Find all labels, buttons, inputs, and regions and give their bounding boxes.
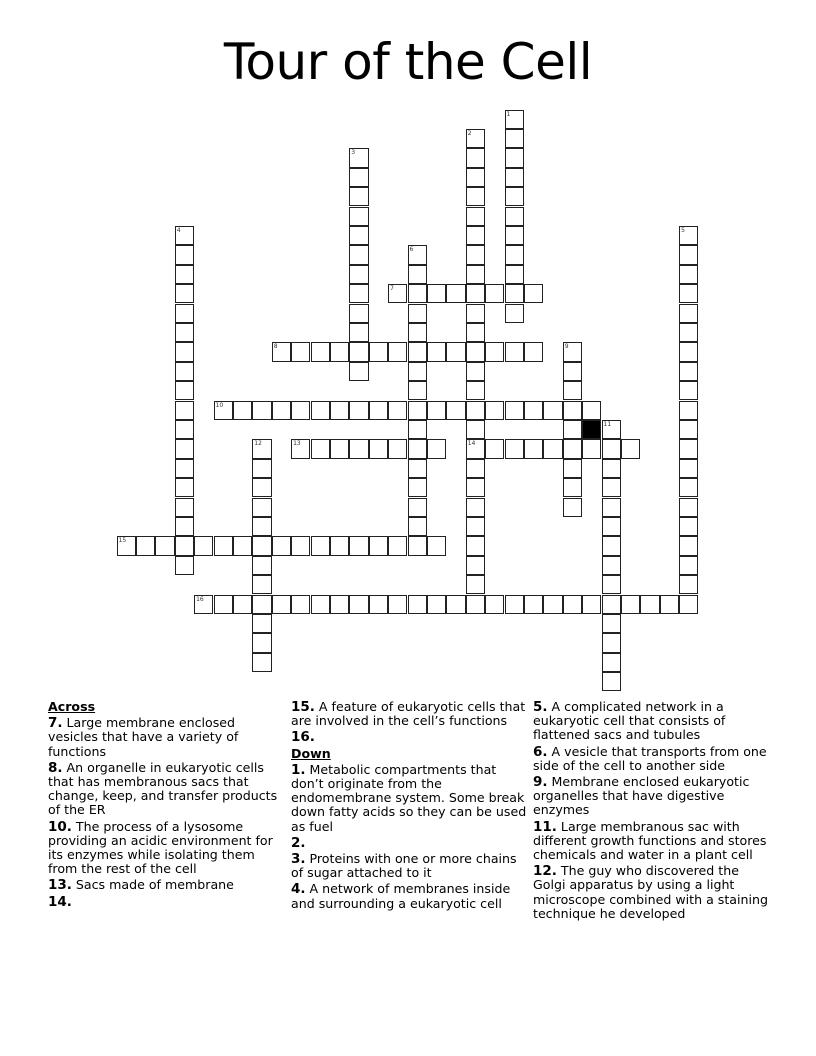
grid-cell[interactable] — [466, 245, 485, 264]
cell-number: 5 — [681, 226, 685, 234]
grid-cell[interactable] — [175, 536, 194, 555]
grid-cell[interactable] — [330, 536, 349, 555]
grid-cell[interactable] — [175, 478, 194, 497]
grid-cell[interactable] — [679, 595, 698, 614]
grid-cell[interactable] — [602, 633, 621, 652]
grid-cell[interactable] — [563, 381, 582, 400]
grid-cell[interactable] — [621, 595, 640, 614]
clue-number: 8. — [48, 759, 63, 776]
grid-cell[interactable] — [466, 459, 485, 478]
grid-cell[interactable] — [602, 459, 621, 478]
grid-cell[interactable] — [175, 498, 194, 517]
clue-text: Membrane enclosed eukaryotic organelles that have digestive enzymes — [533, 774, 750, 818]
grid-cell[interactable] — [194, 595, 213, 614]
grid-cell[interactable] — [349, 187, 368, 206]
grid-cell[interactable] — [291, 595, 310, 614]
grid-cell[interactable] — [252, 401, 271, 420]
grid-cell[interactable] — [446, 401, 465, 420]
grid-cell[interactable] — [369, 536, 388, 555]
grid-cell[interactable] — [563, 459, 582, 478]
grid-cell[interactable] — [563, 595, 582, 614]
grid-cell[interactable] — [446, 595, 465, 614]
grid-cell[interactable] — [524, 342, 543, 361]
grid-cell[interactable] — [466, 595, 485, 614]
grid-cell[interactable] — [563, 478, 582, 497]
grid-cell[interactable] — [175, 420, 194, 439]
grid-cell[interactable] — [582, 595, 601, 614]
grid-cell[interactable] — [679, 498, 698, 517]
cell-number: 7 — [390, 285, 394, 293]
grid-cell[interactable] — [602, 556, 621, 575]
grid-cell[interactable] — [388, 342, 407, 361]
grid-cell[interactable] — [408, 304, 427, 323]
grid-cell[interactable] — [466, 439, 485, 458]
clue-text: Proteins with one or more chains of sugar attached to it — [291, 851, 517, 881]
grid-cell[interactable] — [466, 284, 485, 303]
clue-number: 12. — [533, 863, 557, 880]
grid-cell[interactable] — [505, 439, 524, 458]
grid-cell[interactable] — [563, 420, 582, 439]
cell-number: 2 — [467, 129, 472, 137]
grid-cell[interactable] — [679, 536, 698, 555]
clue-across-14 — [48, 895, 280, 909]
grid-cell[interactable] — [408, 284, 427, 303]
grid-cell[interactable] — [408, 323, 427, 342]
grid-cell[interactable] — [679, 420, 698, 439]
clue-number: 11. — [533, 818, 557, 835]
grid-cell[interactable] — [679, 575, 698, 594]
clue-text: Large membranous sac with different growth functions and stores chemicals and water in a plant cell — [533, 818, 767, 863]
grid-cell[interactable] — [466, 168, 485, 187]
grid-cell[interactable] — [311, 401, 330, 420]
grid-cell[interactable] — [175, 381, 194, 400]
grid-cell[interactable] — [427, 284, 446, 303]
grid-cell[interactable] — [602, 653, 621, 672]
puzzle-title: Tour of the Cell — [223, 33, 593, 91]
grid-cell[interactable] — [291, 536, 310, 555]
grid-cell[interactable] — [466, 478, 485, 497]
grid-cell[interactable] — [679, 245, 698, 264]
grid-cell[interactable] — [330, 439, 349, 458]
grid-cell[interactable] — [679, 265, 698, 284]
grid-cell[interactable] — [485, 342, 504, 361]
grid-cell[interactable] — [466, 342, 485, 361]
clue-across-16 — [291, 730, 529, 744]
clue-text: The process of a lysosome providing an acidic environment for its enzymes while isolating them from the rest of the cell — [48, 818, 273, 877]
grid-cell[interactable] — [466, 498, 485, 517]
clues-column-3 — [533, 700, 773, 923]
across-heading: Across — [48, 699, 96, 714]
grid-cell[interactable] — [466, 575, 485, 594]
cell-number: 15 — [118, 537, 127, 545]
grid-cell[interactable] — [408, 265, 427, 284]
clue-down-9 — [533, 775, 773, 818]
grid-cell[interactable] — [175, 323, 194, 342]
grid-cell[interactable] — [563, 342, 582, 361]
cell-number: 1 — [506, 110, 511, 118]
grid-cell[interactable] — [446, 342, 465, 361]
clue-number: 5. — [533, 699, 548, 715]
grid-cell[interactable] — [408, 536, 427, 555]
grid-cell[interactable] — [679, 401, 698, 420]
grid-cell[interactable] — [427, 401, 446, 420]
grid-cell[interactable] — [505, 187, 524, 206]
clue-down-5 — [533, 700, 773, 743]
grid-cell[interactable] — [466, 304, 485, 323]
clue-across-8 — [48, 761, 280, 818]
grid-cell[interactable] — [388, 401, 407, 420]
grid-cell[interactable] — [505, 245, 524, 264]
grid-cell[interactable] — [272, 536, 291, 555]
grid-cell[interactable] — [330, 342, 349, 361]
clue-number: 6. — [533, 743, 548, 760]
clue-text: An organelle in eukaryotic cells that has membranous sacs that change, keep, and transfer products of the ER — [48, 759, 278, 818]
grid-cell[interactable] — [175, 517, 194, 536]
grid-cell[interactable] — [252, 459, 271, 478]
grid-cell[interactable] — [311, 595, 330, 614]
grid-cell[interactable] — [369, 401, 388, 420]
clue-text: A vesicle that transports from one side of the cell to another side — [533, 743, 767, 773]
grid-cell[interactable] — [466, 265, 485, 284]
grid-cell[interactable] — [252, 556, 271, 575]
grid-cell[interactable] — [252, 439, 271, 458]
grid-cell[interactable] — [349, 226, 368, 245]
grid-cell[interactable] — [233, 401, 252, 420]
clue-number: 1. — [291, 761, 306, 778]
grid-cell[interactable] — [175, 362, 194, 381]
grid-cell[interactable] — [349, 342, 368, 361]
grid-cell[interactable] — [155, 536, 174, 555]
grid-cell[interactable] — [408, 595, 427, 614]
grid-cell[interactable] — [505, 284, 524, 303]
clue-text: Large membrane enclosed vesicles that have a variety of functions — [48, 715, 239, 759]
grid-cell[interactable] — [175, 459, 194, 478]
black-cell — [582, 420, 601, 439]
grid-cell[interactable] — [466, 381, 485, 400]
grid-cell[interactable] — [563, 401, 582, 420]
cell-number: 16 — [196, 595, 204, 603]
clues-column-1 — [48, 700, 280, 911]
grid-cell[interactable] — [602, 478, 621, 497]
clue-number: 3. — [291, 851, 306, 868]
clue-number: 13. — [48, 877, 72, 894]
grid-cell[interactable] — [175, 245, 194, 264]
grid-cell[interactable] — [349, 245, 368, 264]
clue-down-11 — [533, 820, 773, 863]
grid-cell[interactable] — [466, 517, 485, 536]
grid-cell[interactable] — [582, 439, 601, 458]
cell-number: 10 — [215, 401, 224, 409]
clue-text: A network of membranes inside and surrounding a eukaryotic cell — [291, 881, 511, 911]
grid-cell[interactable] — [505, 595, 524, 614]
grid-cell[interactable] — [175, 401, 194, 420]
grid-cell[interactable] — [602, 595, 621, 614]
grid-cell[interactable] — [466, 129, 485, 148]
grid-cell[interactable] — [408, 381, 427, 400]
clue-text: Sacs made of membrane — [71, 877, 234, 893]
grid-cell[interactable] — [136, 536, 155, 555]
clue-across-7 — [48, 716, 280, 759]
grid-cell[interactable] — [175, 304, 194, 323]
grid-cell[interactable] — [291, 439, 310, 458]
grid-cell[interactable] — [214, 401, 233, 420]
grid-cell[interactable] — [485, 595, 504, 614]
grid-cell[interactable] — [505, 148, 524, 167]
clue-down-1 — [291, 763, 529, 834]
clue-number: 16. — [291, 729, 315, 746]
grid-cell[interactable] — [233, 595, 252, 614]
grid-cell[interactable] — [466, 207, 485, 226]
grid-cell[interactable] — [369, 439, 388, 458]
grid-cell[interactable] — [214, 595, 233, 614]
grid-cell[interactable] — [388, 536, 407, 555]
grid-cell[interactable] — [175, 226, 194, 245]
grid-cell[interactable] — [252, 633, 271, 652]
clue-down-6 — [533, 745, 773, 773]
grid-cell[interactable] — [349, 265, 368, 284]
grid-cell[interactable] — [485, 401, 504, 420]
grid-cell[interactable] — [466, 401, 485, 420]
grid-cell[interactable] — [349, 536, 368, 555]
clue-down-2 — [291, 836, 529, 850]
grid-cell[interactable] — [505, 265, 524, 284]
grid-cell[interactable] — [349, 401, 368, 420]
clues-column-2 — [291, 700, 529, 913]
grid-cell[interactable] — [175, 265, 194, 284]
crossword-grid — [117, 110, 717, 710]
grid-cell[interactable] — [311, 536, 330, 555]
grid-cell[interactable] — [408, 401, 427, 420]
grid-cell[interactable] — [679, 226, 698, 245]
grid-cell[interactable] — [563, 362, 582, 381]
cell-number: 8 — [273, 343, 278, 351]
grid-cell[interactable] — [291, 342, 310, 361]
grid-cell[interactable] — [291, 401, 310, 420]
clue-text: A complicated network in a eukaryotic cell that consists of flattened sacs and tubules — [533, 699, 726, 743]
grid-cell[interactable] — [679, 439, 698, 458]
grid-cell[interactable] — [427, 595, 446, 614]
grid-cell[interactable] — [563, 439, 582, 458]
clue-number: 10. — [48, 818, 72, 835]
grid-cell[interactable] — [349, 439, 368, 458]
cell-number: 12 — [254, 440, 262, 448]
grid-cell[interactable] — [349, 595, 368, 614]
cell-number: 13 — [293, 440, 301, 448]
grid-cell[interactable] — [408, 459, 427, 478]
clue-across-13 — [48, 878, 280, 892]
grid-cell[interactable] — [524, 595, 543, 614]
clue-across-15 — [291, 700, 529, 728]
grid-cell[interactable] — [349, 207, 368, 226]
grid-cell[interactable] — [175, 342, 194, 361]
grid-cell[interactable] — [252, 575, 271, 594]
grid-cell[interactable] — [252, 595, 271, 614]
grid-cell[interactable] — [252, 478, 271, 497]
grid-cell[interactable] — [621, 439, 640, 458]
grid-cell[interactable] — [408, 362, 427, 381]
grid-cell[interactable] — [679, 323, 698, 342]
grid-cell[interactable] — [679, 284, 698, 303]
clue-number: 14. — [48, 893, 72, 910]
grid-cell[interactable] — [408, 439, 427, 458]
clue-text: A feature of eukaryotic cells that are involved in the cell’s functions — [291, 699, 526, 729]
grid-cell[interactable] — [388, 439, 407, 458]
grid-cell[interactable] — [679, 362, 698, 381]
clue-text: The guy who discovered the Golgi apparatus by using a light microscope combined with a staining technique he developed — [533, 863, 768, 921]
cell-number: 6 — [409, 246, 414, 254]
grid-cell[interactable] — [388, 595, 407, 614]
grid-cell[interactable] — [660, 595, 679, 614]
grid-cell[interactable] — [505, 110, 524, 129]
clue-number: 7. — [48, 715, 63, 732]
grid-cell[interactable] — [466, 226, 485, 245]
grid-cell[interactable] — [117, 536, 136, 555]
grid-cell[interactable] — [408, 342, 427, 361]
grid-cell[interactable] — [466, 362, 485, 381]
grid-cell[interactable] — [466, 556, 485, 575]
grid-cell[interactable] — [272, 595, 291, 614]
clue-down-12 — [533, 864, 773, 921]
grid-cell[interactable] — [505, 207, 524, 226]
grid-cell[interactable] — [543, 401, 562, 420]
grid-cell[interactable] — [466, 187, 485, 206]
grid-cell[interactable] — [272, 401, 291, 420]
grid-cell[interactable] — [679, 342, 698, 361]
grid-cell[interactable] — [602, 439, 621, 458]
grid-cell[interactable] — [466, 536, 485, 555]
grid-cell[interactable] — [252, 653, 271, 672]
grid-cell[interactable] — [563, 498, 582, 517]
grid-cell[interactable] — [679, 381, 698, 400]
clue-number: 4. — [291, 881, 306, 898]
clue-number: 15. — [291, 699, 315, 715]
grid-cell[interactable] — [214, 536, 233, 555]
grid-cell[interactable] — [427, 536, 446, 555]
grid-cell[interactable] — [602, 498, 621, 517]
grid-cell[interactable] — [408, 420, 427, 439]
grid-cell[interactable] — [602, 536, 621, 555]
grid-cell[interactable] — [505, 342, 524, 361]
grid-cell[interactable] — [388, 284, 407, 303]
grid-cell[interactable] — [252, 498, 271, 517]
cell-number: 11 — [603, 420, 612, 428]
grid-cell[interactable] — [408, 498, 427, 517]
grid-cell[interactable] — [679, 517, 698, 536]
grid-cell[interactable] — [640, 595, 659, 614]
grid-cell[interactable] — [679, 459, 698, 478]
cell-number: 9 — [564, 343, 569, 351]
grid-cell[interactable] — [427, 342, 446, 361]
grid-cell[interactable] — [466, 323, 485, 342]
grid-cell[interactable] — [679, 478, 698, 497]
grid-cell[interactable] — [252, 614, 271, 633]
grid-cell[interactable] — [679, 304, 698, 323]
grid-cell[interactable] — [466, 420, 485, 439]
grid-cell[interactable] — [330, 595, 349, 614]
cell-number: 14 — [467, 440, 476, 448]
grid-cell[interactable] — [505, 129, 524, 148]
grid-cell[interactable] — [602, 517, 621, 536]
grid-cell[interactable] — [524, 439, 543, 458]
cell-number: 4 — [176, 226, 181, 234]
clue-text: Metabolic compartments that don’t originate from the endomembrane system. Some break down fatty acids so they can be used as fuel — [291, 761, 527, 834]
grid-cell[interactable] — [252, 536, 271, 555]
clue-number: 9. — [533, 774, 548, 791]
grid-cell[interactable] — [311, 342, 330, 361]
grid-cell[interactable] — [408, 245, 427, 264]
grid-cell[interactable] — [175, 556, 194, 575]
grid-cell[interactable] — [485, 439, 504, 458]
grid-cell[interactable] — [602, 672, 621, 691]
clue-down-4 — [291, 882, 529, 910]
grid-cell[interactable] — [427, 439, 446, 458]
grid-cell[interactable] — [349, 148, 368, 167]
clue-number: 2. — [291, 834, 306, 851]
grid-cell[interactable] — [505, 226, 524, 245]
grid-cell[interactable] — [349, 323, 368, 342]
grid-cell[interactable] — [602, 420, 621, 439]
grid-cell[interactable] — [543, 439, 562, 458]
grid-cell[interactable] — [524, 401, 543, 420]
grid-cell[interactable] — [194, 536, 213, 555]
grid-cell[interactable] — [349, 362, 368, 381]
grid-cell[interactable] — [408, 517, 427, 536]
grid-cell[interactable] — [446, 284, 465, 303]
grid-cell[interactable] — [543, 595, 562, 614]
grid-cell[interactable] — [349, 304, 368, 323]
grid-cell[interactable] — [505, 304, 524, 323]
grid-cell[interactable] — [505, 168, 524, 187]
down-heading: Down — [291, 745, 331, 761]
grid-cell[interactable] — [582, 401, 601, 420]
grid-cell[interactable] — [175, 284, 194, 303]
grid-cell[interactable] — [679, 556, 698, 575]
grid-cell[interactable] — [349, 168, 368, 187]
grid-cell[interactable] — [466, 148, 485, 167]
grid-cell[interactable] — [369, 595, 388, 614]
grid-cell[interactable] — [505, 401, 524, 420]
grid-cell[interactable] — [602, 614, 621, 633]
grid-cell[interactable] — [485, 284, 504, 303]
grid-cell[interactable] — [602, 575, 621, 594]
clue-across-10 — [48, 820, 280, 877]
grid-cell[interactable] — [349, 284, 368, 303]
grid-cell[interactable] — [330, 401, 349, 420]
grid-cell[interactable] — [252, 517, 271, 536]
grid-cell[interactable] — [524, 284, 543, 303]
grid-cell[interactable] — [311, 439, 330, 458]
cell-number: 3 — [351, 149, 356, 157]
grid-cell[interactable] — [175, 439, 194, 458]
grid-cell[interactable] — [408, 478, 427, 497]
grid-cell[interactable] — [272, 342, 291, 361]
clue-down-3 — [291, 852, 529, 880]
grid-cell[interactable] — [233, 536, 252, 555]
grid-cell[interactable] — [369, 342, 388, 361]
